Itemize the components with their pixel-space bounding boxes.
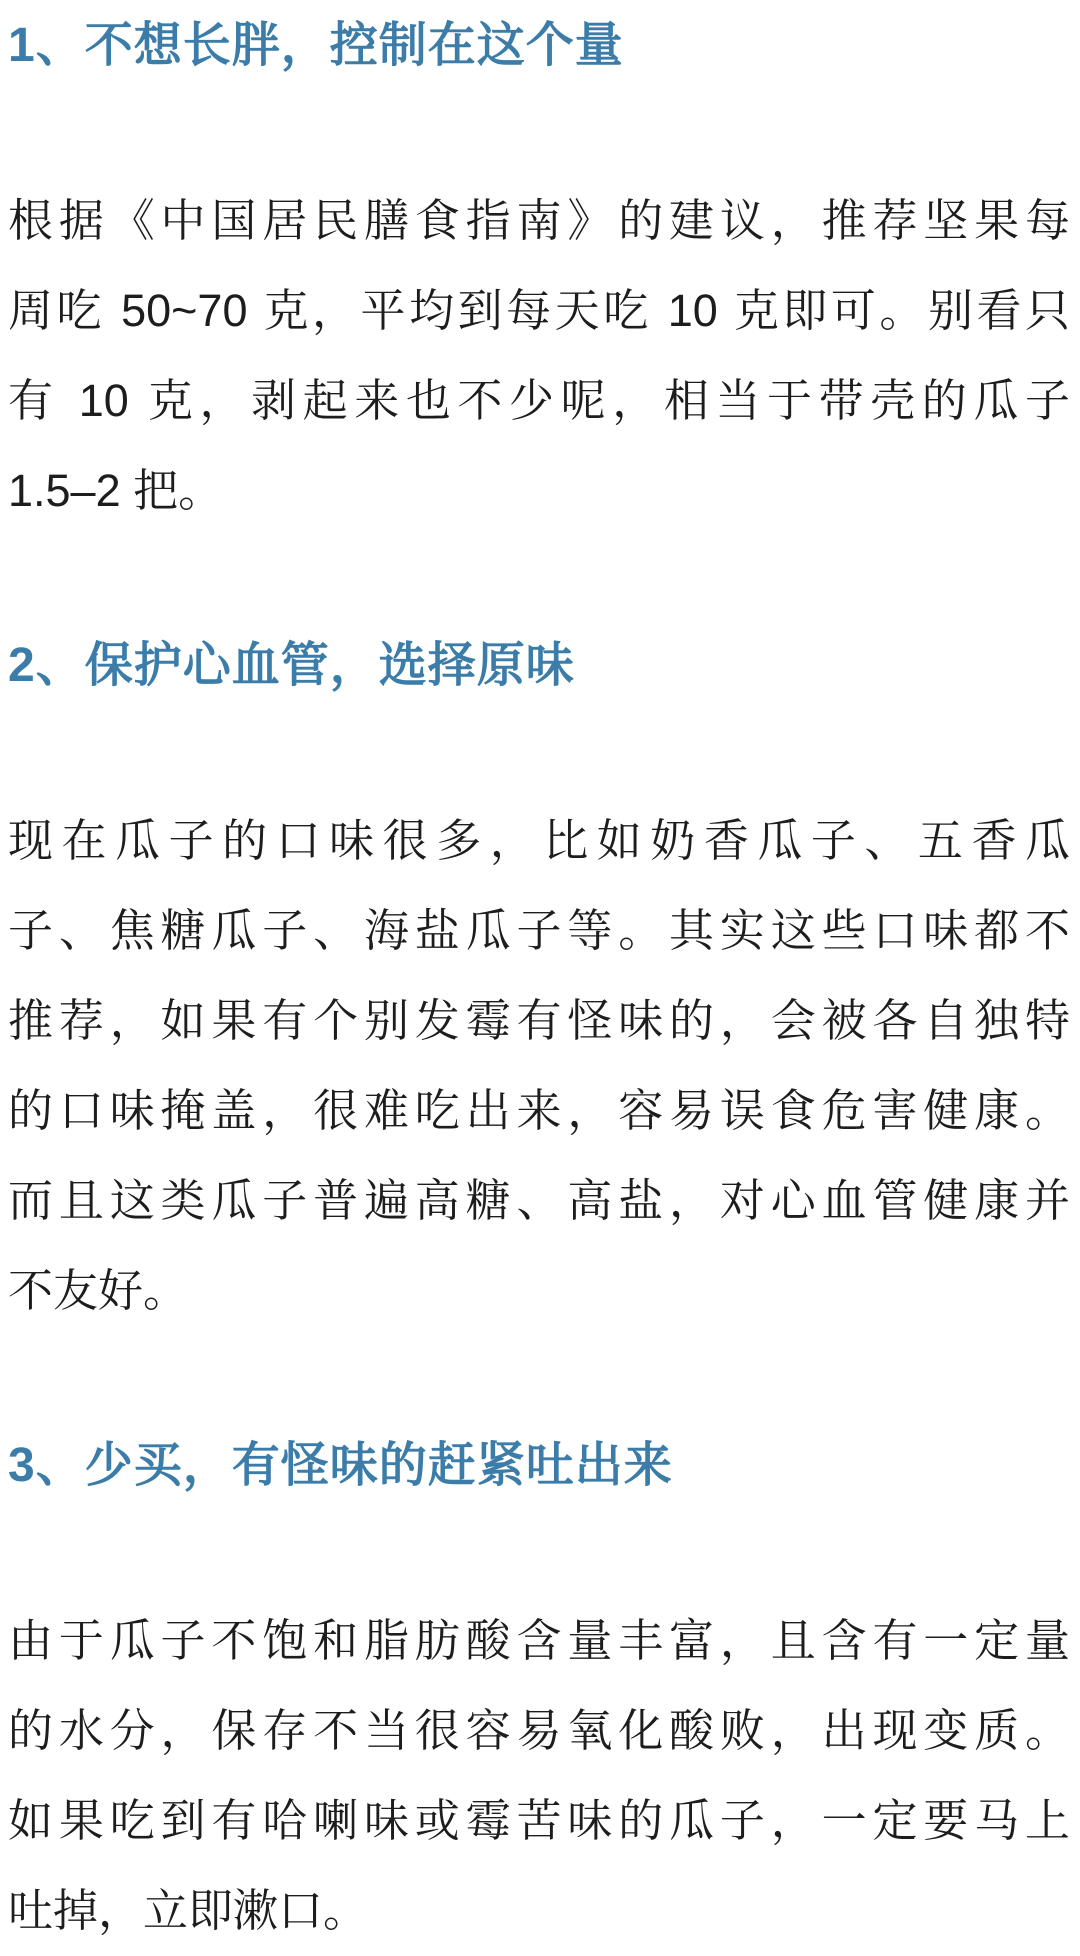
article-section [8, 12, 1070, 536]
paragraph-line: 有 10 克，剥起来也不少呢，相当于带壳的瓜子 [8, 375, 1070, 426]
paragraph-line: 如果吃到有哈喇味或霉苦味的瓜子，一定要马上 [8, 1795, 1070, 1846]
section-heading: 1、不想长胖，控制在这个量 [8, 19, 624, 72]
paragraph-line: 周吃 50~70 克，平均到每天吃 10 克即可。别看只 [8, 285, 1070, 336]
paragraph-line: 由于瓜子不饱和脂肪酸含量丰富，且含有一定量 [8, 1615, 1070, 1666]
section-heading: 2、保护心血管，选择原味 [8, 639, 575, 692]
paragraph-line: 的水分，保存不当很容易氧化酸败，出现变质。 [8, 1705, 1070, 1756]
paragraph-line: 根据《中国居民膳食指南》的建议，推荐坚果每 [8, 195, 1070, 246]
paragraph-line: 1.5–2 把。 [8, 465, 224, 516]
paragraph-line: 吐掉，立即漱口。 [8, 1885, 369, 1936]
section-paragraph [8, 1596, 1070, 1956]
section-heading: 3、少买，有怪味的赶紧吐出来 [8, 1439, 673, 1492]
paragraph-line: 子、焦糖瓜子、海盐瓜子等。其实这些口味都不 [8, 905, 1070, 956]
paragraph-line: 不友好。 [8, 1265, 189, 1316]
article-section [8, 1432, 1070, 1956]
paragraph-line: 现在瓜子的口味很多，比如奶香瓜子、五香瓜 [8, 815, 1070, 866]
paragraph-line: 而且这类瓜子普遍高糖、高盐，对心血管健康并 [8, 1175, 1070, 1226]
section-paragraph [8, 796, 1070, 1336]
section-paragraph [8, 176, 1070, 536]
paragraph-line: 推荐，如果有个别发霉有怪味的，会被各自独特 [8, 995, 1070, 1046]
paragraph-line: 的口味掩盖，很难吃出来，容易误食危害健康。 [8, 1085, 1070, 1136]
article-section [8, 632, 1070, 1336]
